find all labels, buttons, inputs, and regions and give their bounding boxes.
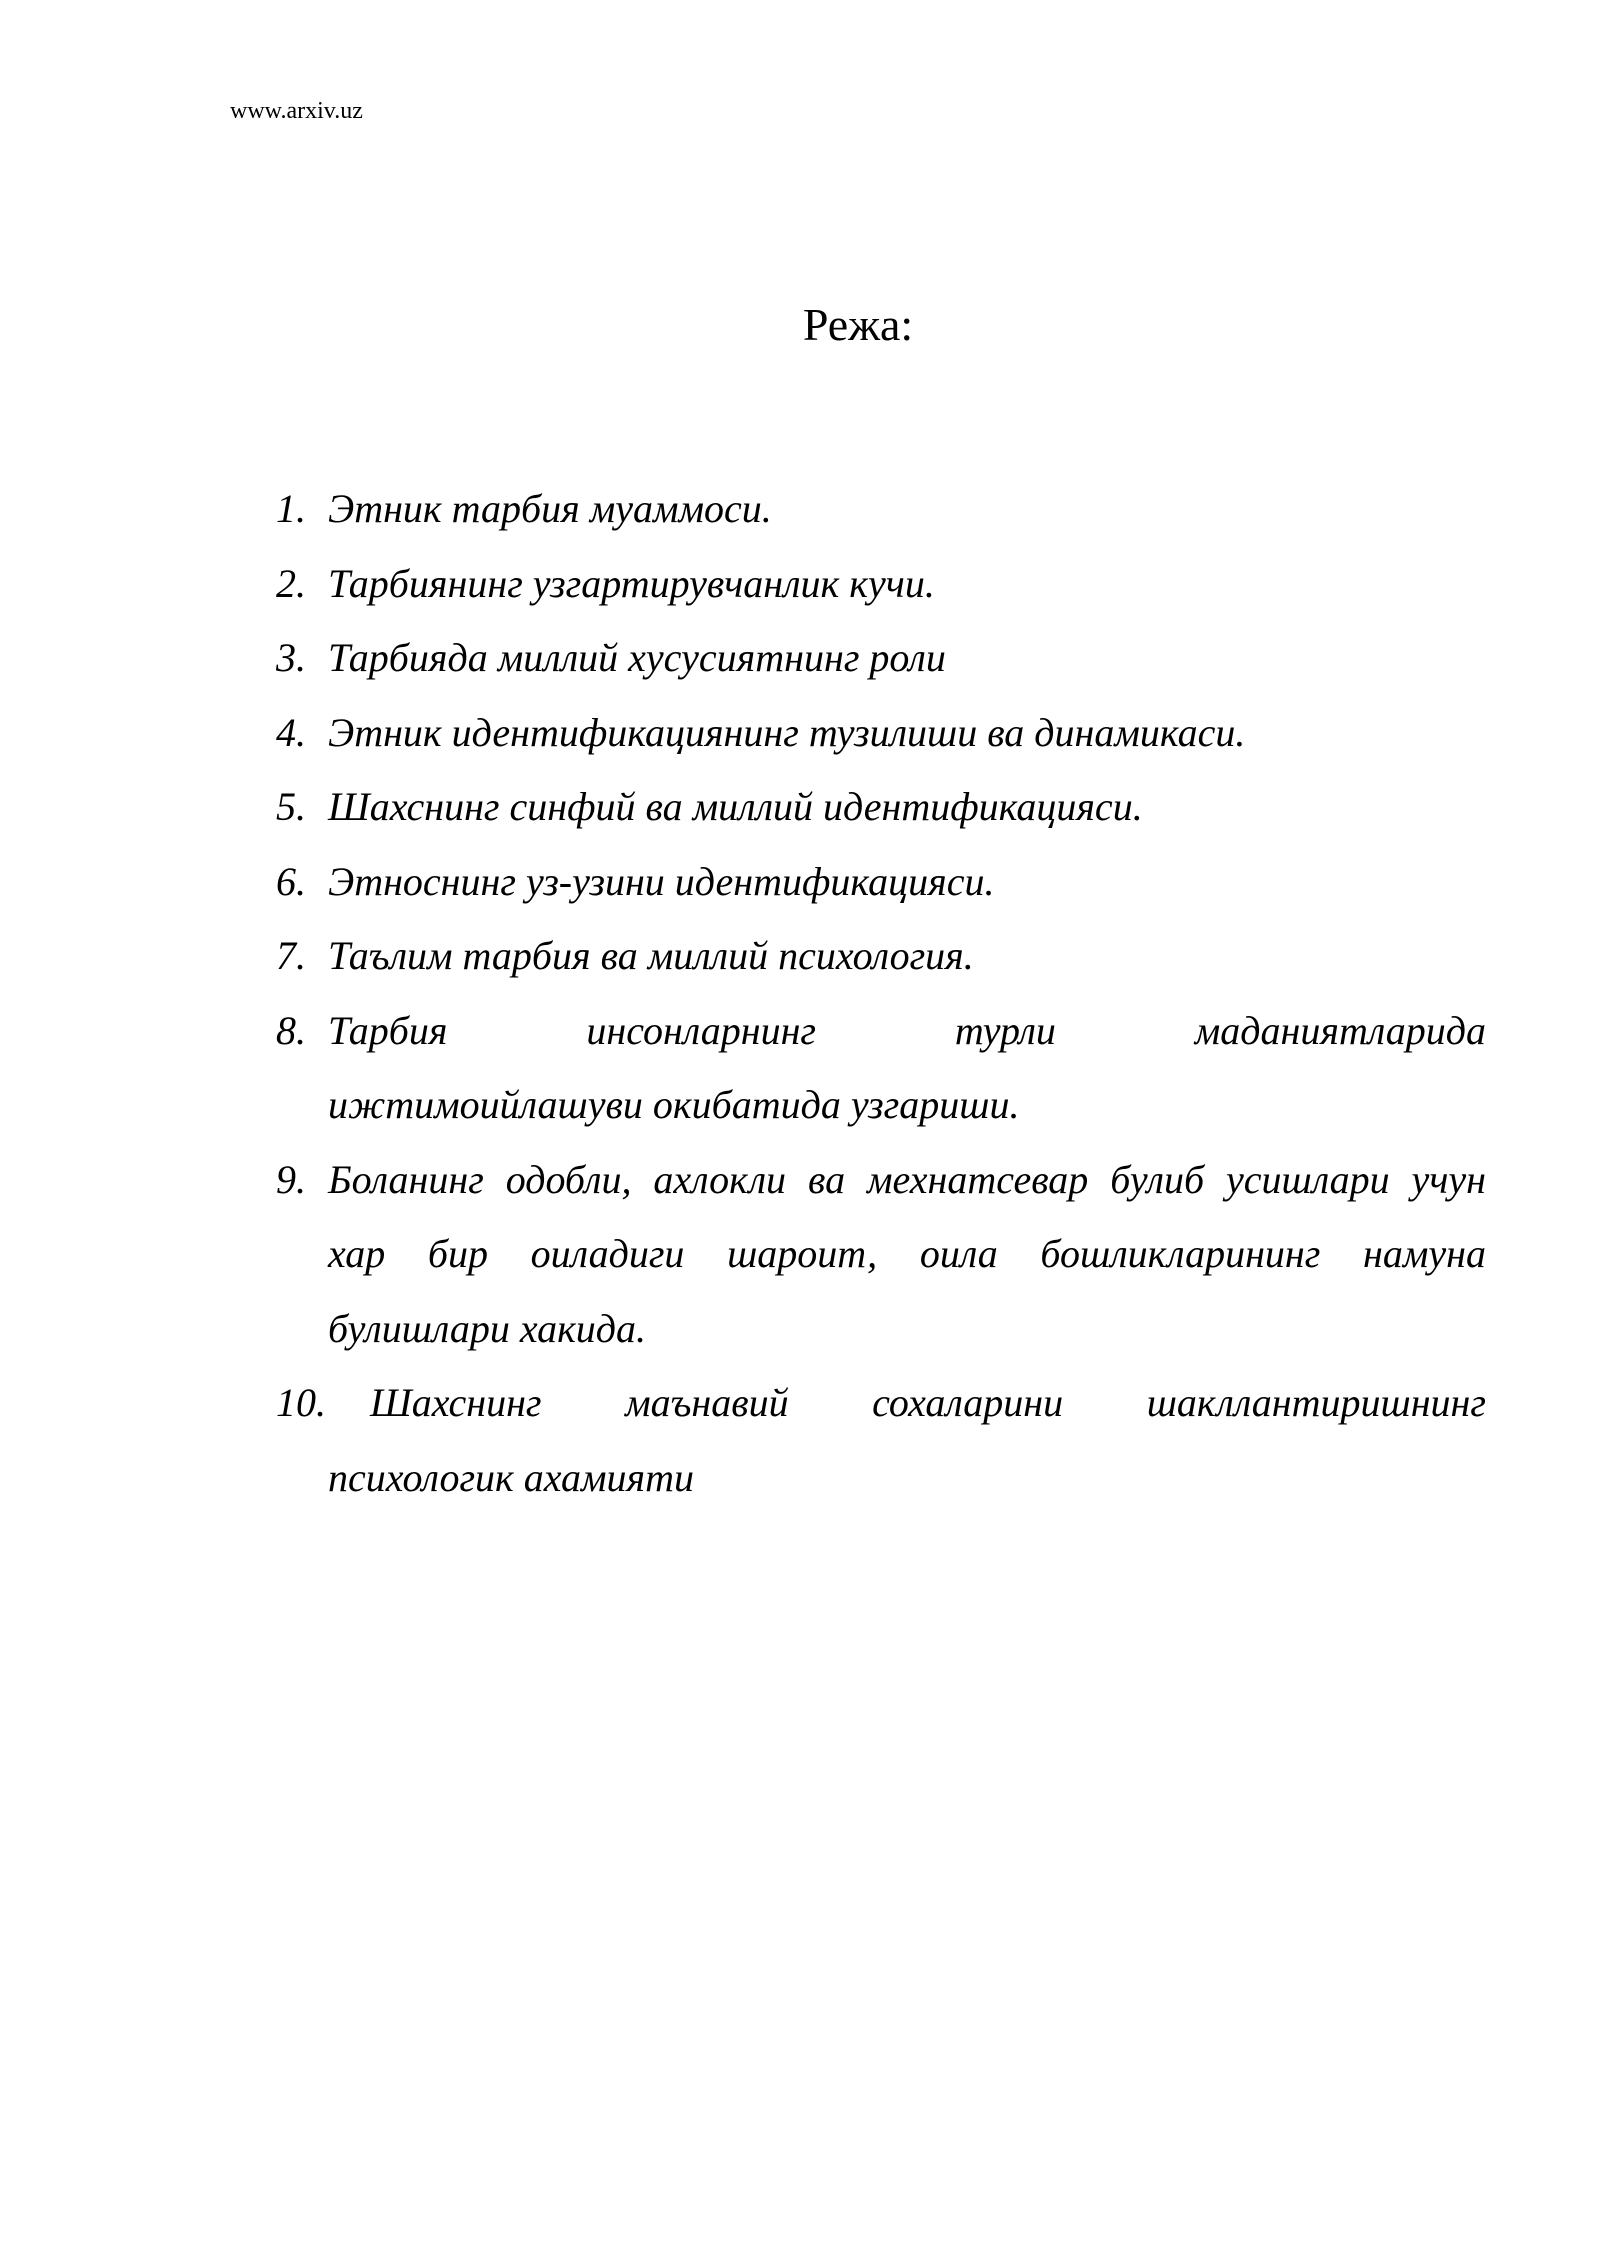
list-item-line: булишлари хакида. xyxy=(328,1305,647,1351)
list-item-number: 6. xyxy=(276,858,306,904)
list-item-text xyxy=(328,1366,1486,1515)
list-item-number: 8. xyxy=(276,1007,306,1053)
list-item-text: Этноснинг уз-узини идентификацияси. xyxy=(328,858,995,904)
list-item xyxy=(276,845,1486,920)
list-item-text: Этник идентификациянинг тузилиши ва динамикаси. xyxy=(328,709,1246,755)
list-item xyxy=(276,770,1486,845)
list-item-text xyxy=(328,994,1486,1143)
list-item xyxy=(276,1366,1486,1515)
list-item-line: Тарбия инсонларнинг турли маданиятларида xyxy=(328,1007,1486,1053)
list-item xyxy=(276,472,1486,547)
list-item xyxy=(276,994,1486,1143)
list-item xyxy=(276,1143,1486,1367)
list-item-number: 4. xyxy=(276,709,306,755)
page-title: Режа: xyxy=(802,299,914,350)
list-item-number: 1. xyxy=(276,486,306,531)
list-item-number: 2. xyxy=(276,560,306,606)
list-item-text: Тарбиянинг узгартирувчанлик кучи. xyxy=(328,560,935,606)
list-item-text: Шахснинг синфий ва миллий идентификацияси. xyxy=(328,784,1143,829)
list-item-number: 9. xyxy=(276,1156,306,1202)
list-item xyxy=(276,547,1486,622)
list-item-text xyxy=(328,1143,1486,1367)
list-item xyxy=(276,621,1486,696)
plan-list xyxy=(276,472,1486,1515)
site-url: www.arxiv.uz xyxy=(230,98,363,124)
list-item xyxy=(276,919,1486,994)
list-item-text: Этник тарбия муаммоси. xyxy=(328,486,772,531)
list-item-line: хар бир оиладиги шароит, оила бошликларининг намуна xyxy=(328,1231,1486,1276)
list-item-line: психологик ахамияти xyxy=(328,1454,694,1500)
list-item-text: Таълим тарбия ва миллий психология. xyxy=(328,933,974,978)
list-item xyxy=(276,696,1486,771)
list-item-line: Боланинг одобли, ахлокли ва мехнатсевар булиб усишлари учун xyxy=(328,1156,1486,1202)
list-item-line: Шахснинг маънавий сохаларини шакллантиришнинг xyxy=(370,1380,1486,1425)
list-item-number: 5. xyxy=(276,784,306,829)
list-item-number: 7. xyxy=(276,933,306,978)
list-item-number: 10. xyxy=(276,1380,326,1425)
list-item-text: Тарбияда миллий хусусиятнинг роли xyxy=(328,635,946,680)
list-item-line: ижтимоийлашуви окибатида узгариши. xyxy=(328,1082,1020,1127)
list-item-number: 3. xyxy=(276,635,306,680)
